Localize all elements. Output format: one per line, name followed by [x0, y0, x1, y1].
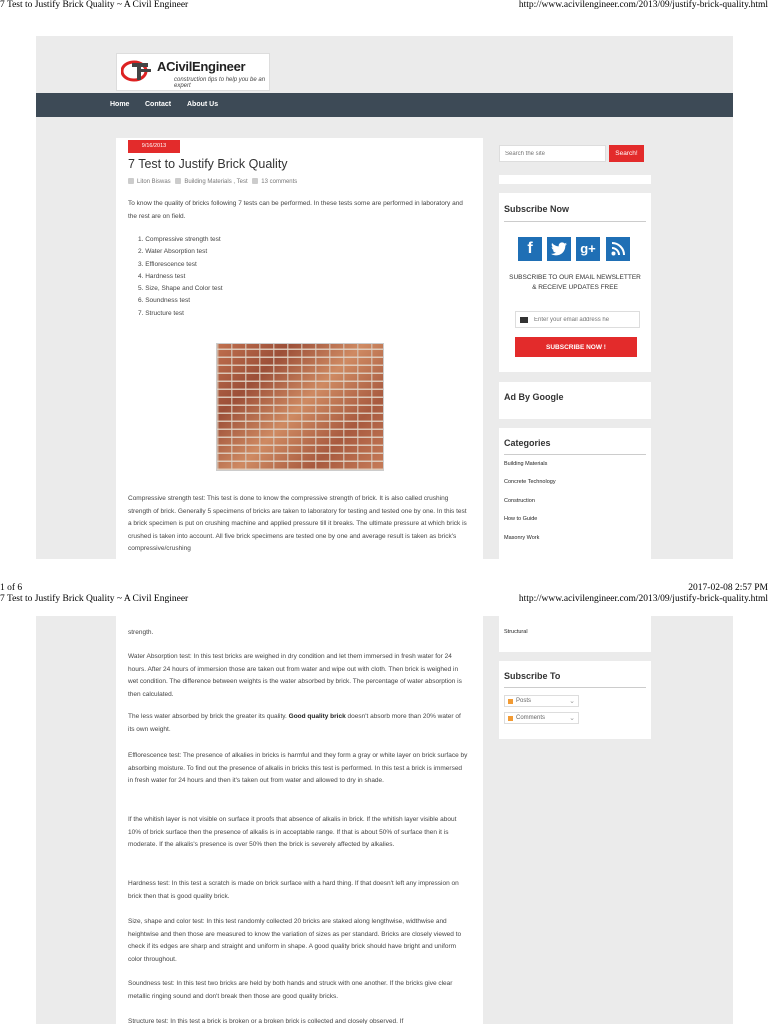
sidebar-spacer-card [499, 175, 651, 184]
pdf-page-2 [0, 594, 768, 1024]
chevron-down-icon: ⌄ [569, 698, 575, 705]
tests-list-item: 7. Structure test [138, 309, 184, 317]
para-size-shape-color: Size, shape and color test: In this test randomly collected 20 bricks are staked along lengthwise, widthwise and heightwise and then those are measured to know the variation of sizes as per standard. Bricks are closely viewed to check if its edges are sharp and straight and uniform in shape. A good quality brick should have bright and uniform color throughout. [128, 918, 462, 963]
category-link[interactable]: Concrete Technology [504, 479, 556, 485]
subscribe-text: SUBSCRIBE TO OUR EMAIL NEWSLETTER & RECEIVE UPDATES FREE [509, 274, 641, 291]
tests-list-item: 6. Soundness test [138, 297, 191, 305]
para-whitish-layer: If the whitish layer is not visible on surface it proofs that absence of alkalis in brick. If the whitish layer visible about 10% of brick surface then the presence of alkalis is in acceptable range. If that is about 50% of surface then it is moderate. If the alkalis's presence is over 50% then the brick is severely affected by alkalies. [128, 816, 457, 849]
subscribe-to-title: Subscribe To [504, 671, 561, 681]
category-link[interactable]: How to Guide [504, 516, 538, 522]
nav-home-link[interactable]: Home [110, 101, 130, 108]
feed-posts-dropdown[interactable] [504, 695, 579, 707]
email-field-wrapper [515, 311, 640, 328]
brick-wall-image [216, 343, 384, 471]
para-compressive: Compressive strength test: This test is done to know the compressive strength of brick. It is also called crushing strength of brick. Generally 5 specimens of bricks are taken to laboratory for testing and tested one by one. In this test a brick specimen is put on crushing machine and applied pressure till it breaks. The ultimate pressure at which brick is crushed is taken into account. All five brick specimens are tested one by one and average result is taken as brick's compressive/crushing [128, 495, 467, 553]
para-efflorescence: Efflorescence test: The presence of alkalies in bricks is harmful and they form a gray or white layer on brick surface by absorbing moisture. To find out the presence of alkalis in bricks this test is performed. In this test a brick is immersed in fresh water for 24 hours and then it's taken out from water and allowed to dry in shade. [128, 752, 468, 785]
para-hardness: Hardness test: In this test a scratch is made on brick surface with a hard thing. If that doesn't left any impression on brick then that is good quality brick. [128, 880, 459, 900]
post-meta [128, 178, 300, 185]
category-link[interactable]: Construction [504, 498, 535, 504]
tests-list-item: 1. Compressive strength test [138, 236, 221, 243]
pdf-header-url: http://www.acivilengineer.com/2013/09/justify-brick-quality.html [518, 0, 768, 10]
category-link[interactable]: Masonry Work [504, 535, 540, 541]
post-title: 7 Test to Justify Brick Quality [128, 157, 288, 171]
post-comments-link[interactable]: 13 comments [261, 179, 298, 185]
tests-list-item: 3. Efflorescence test [138, 260, 197, 268]
post-author[interactable]: Liton Biswas [137, 179, 171, 185]
feed-label: Posts [516, 698, 532, 704]
main-nav [36, 93, 733, 117]
categories-card [499, 428, 651, 583]
nav-contact-link[interactable]: Contact [145, 101, 172, 108]
subscribe-now-button[interactable]: SUBSCRIBE NOW ! [515, 337, 637, 357]
para-soundness: Soundness test: In this test two bricks are held by both hands and struck with one another. If the bricks give clear metallic ringing sound and don't break then those are good quality bricks. [128, 980, 453, 1000]
para-structure: Structure test: In this test a brick is broken or a broken brick is collected and closely observed. If [128, 1018, 404, 1024]
pdf-footer-page: 1 of 6 [0, 583, 23, 593]
feed-comments-dropdown[interactable] [504, 712, 579, 724]
para-less-water: The less water absorbed by brick the greater its quality. Good quality brick doesn't absorb more than 20% water of its own weight. [128, 713, 461, 733]
ad-title: Ad By Google [504, 392, 564, 402]
para-water-absorption: Water Absorption test: In this test bricks are weighed in dry condition and let them immersed in fresh water for 24 hours. After 24 hours of immersion those are taken out from water and wipe out with cloth. Then brick is weighed in wet condition. The difference between weights is the water absorbed by brick. The percentage of water absorption is then calculated. [128, 653, 462, 698]
categories-card-cont [499, 616, 651, 652]
subscribe-to-card [499, 661, 651, 739]
divider [504, 687, 646, 688]
pdf-header-title: 7 Test to Justify Brick Quality ~ A Civil Engineer [0, 0, 189, 10]
folder-icon [175, 178, 181, 184]
logo-mark-icon [121, 60, 155, 82]
email-field[interactable] [534, 314, 634, 325]
logo-name: ACivilEngineer [157, 59, 246, 74]
post-date-badge: 9/16/2013 [128, 140, 180, 153]
para-compressive-cont: strength. [128, 629, 154, 636]
twitter-icon[interactable] [547, 237, 571, 261]
pdf-header-title: 7 Test to Justify Brick Quality ~ A Civil Engineer [0, 594, 189, 604]
feed-icon [508, 716, 513, 721]
divider [504, 454, 646, 455]
good-quality-brick-link[interactable]: Good quality brick [288, 713, 346, 720]
chevron-down-icon: ⌄ [569, 715, 575, 722]
tests-list-item: 4. Hardness test [138, 272, 186, 280]
tests-list [138, 234, 223, 320]
divider [504, 221, 646, 222]
feed-label: Comments [516, 715, 546, 721]
categories-title: Categories [504, 438, 551, 448]
post-card [116, 138, 483, 583]
pdf-footer-timestamp: 2017-02-08 2:57 PM [688, 583, 768, 593]
feed-icon [508, 699, 513, 704]
comment-icon [252, 178, 258, 184]
nav-about-link[interactable]: About Us [187, 101, 219, 108]
pdf-header [0, 0, 768, 12]
envelope-icon [520, 317, 528, 323]
search-button[interactable]: Search! [609, 145, 644, 162]
category-link[interactable]: Structural [504, 629, 528, 635]
logo-tagline: construction tips to help you be an expert [174, 77, 266, 89]
search-input[interactable] [499, 145, 606, 162]
facebook-icon[interactable]: f [518, 237, 542, 261]
site-logo[interactable] [116, 53, 270, 91]
author-icon [128, 178, 134, 184]
google-plus-icon[interactable]: g+ [576, 237, 600, 261]
pdf-header [0, 594, 768, 606]
post-labels[interactable]: Building Materials , Test [184, 179, 248, 185]
post-card [116, 616, 483, 1024]
tests-list-item: 2. Water Absorption test [138, 248, 208, 256]
category-link[interactable]: Building Materials [504, 461, 548, 467]
post-intro: To know the quality of bricks following 7 tests can be performed. In these tests some are performed in laboratory and the rest are on field. [128, 200, 463, 220]
ad-card [499, 382, 651, 419]
subscribe-now-title: Subscribe Now [504, 204, 570, 214]
pdf-header-url: http://www.acivilengineer.com/2013/09/justify-brick-quality.html [518, 594, 768, 604]
tests-list-item: 5. Size, Shape and Color test [138, 285, 223, 293]
rss-icon[interactable] [606, 237, 630, 261]
